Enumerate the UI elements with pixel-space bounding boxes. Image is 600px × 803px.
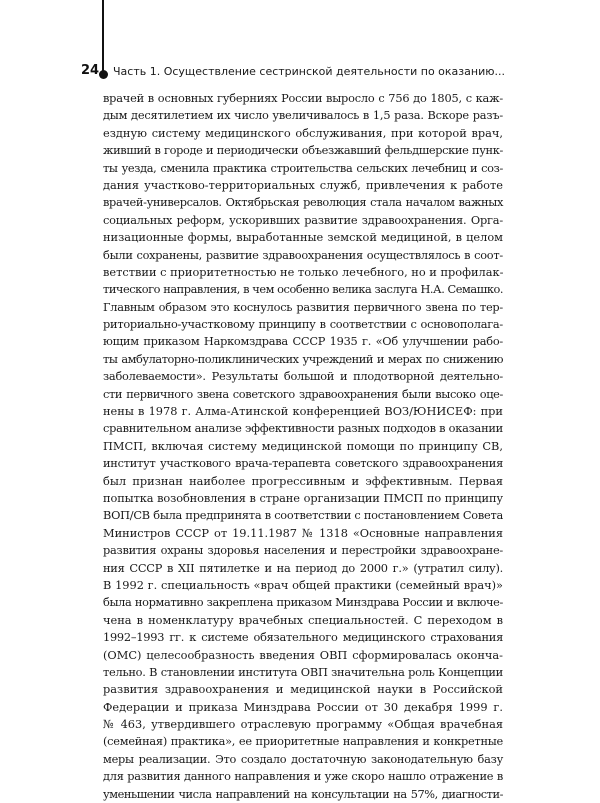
header-vertical-rule <box>102 0 104 73</box>
text-line: для развития данного направления и уже скоро нашло отражение в <box>103 769 503 784</box>
text-line: уменьшении числа направлений на консультации на 57%, диагности- <box>103 786 503 801</box>
text-line: дания участково-территориальных служб, привлечения к работе <box>103 177 503 192</box>
text-line: Министров СССР от 19.11.1987 № 1318 «Основные направления <box>103 525 503 540</box>
text-line: были сохранены, развитие здравоохранения осуществлялось в соот- <box>103 247 503 262</box>
text-line: чена в номенклатуру врачебных специальностей. С переходом в <box>103 612 503 627</box>
text-line: В 1992 г. специальность «врач общей практики (семейный врач)» <box>103 577 503 592</box>
text-line: ездную систему медицинского обслуживания, при которой врач, <box>103 125 503 140</box>
text-line: развития здравоохранения и медицинской науки в Российской <box>103 682 503 697</box>
text-line: врачей в основных губерниях России выросло с 756 до 1805, с каж- <box>103 91 503 105</box>
header-rule-dot <box>99 70 108 79</box>
text-line: институт участкового врача-терапевта советского здравоохранения <box>103 456 503 471</box>
text-line: № 463, утвердившего отраслевую программу «Общая врачебная <box>103 717 503 732</box>
text-line: ВОП/СВ была предпринята в соответствии с постановлением Совета <box>103 508 503 523</box>
text-line: дым десятилетием их число увеличивалось в 1,5 раза. Вскоре разъ- <box>103 108 503 123</box>
text-line: была нормативно закреплена приказом Минздрава России и включе- <box>103 595 503 610</box>
text-line: тельно. В становлении института ОВП значительна роль Концепции <box>103 664 503 679</box>
text-line: был признан наиболее прогрессивным и эффективным. Первая <box>103 473 503 488</box>
text-line: ты амбулаторно-поликлинических учреждений и мерах по снижению <box>103 351 503 366</box>
text-line: развития охраны здоровья населения и перестройки здравоохране- <box>103 543 503 558</box>
page-number: 24 <box>81 63 100 78</box>
text-line: (ОМС) целесообразность введения ОВП сформировалась оконча- <box>103 647 503 662</box>
text-line: ПМСП, включая систему медицинской помощи по принципу СВ, <box>103 438 503 453</box>
text-line: Федерации и приказа Минздрава России от 30 декабря 1999 г. <box>103 699 503 714</box>
text-line: сти первичного звена советского здравоохранения были высоко оце- <box>103 386 503 401</box>
text-line: меры реализации. Это создало достаточную законодательную базу <box>103 751 503 766</box>
text-line: заболеваемости». Результаты большой и плодотворной деятельно- <box>103 369 503 384</box>
text-line: (семейная) практика», ее приоритетные направления и конкретные <box>103 734 503 749</box>
text-line: попытка возобновления в стране организации ПМСП по принципу <box>103 490 503 505</box>
text-line: сравнительном анализе эффективности разных подходов в оказании <box>103 421 503 436</box>
text-line: ния СССР в XII пятилетке и на период до 2000 г.» (утратил силу). <box>103 560 503 575</box>
text-line: 1992–1993 гг. к системе обязательного медицинского страхования <box>103 630 503 645</box>
text-line: низационные формы, выработанные земской медициной, в целом <box>103 230 503 245</box>
body-text <box>103 90 503 803</box>
text-line: врачей-универсалов. Октябрьская революция стала началом важных <box>103 195 503 210</box>
text-line: нены в 1978 г. Алма-Атинской конференцией ВОЗ/ЮНИСЕФ: при <box>103 404 503 419</box>
text-line: ты уезда, сменила практика строительства сельских лечебниц и соз- <box>103 160 503 175</box>
text-line: живший в городе и периодически объезжавший фельдшерские пунк- <box>103 143 503 158</box>
text-line: социальных реформ, ускоривших развитие здравоохранения. Орга- <box>103 212 503 227</box>
text-line: ветствии с приоритетностью не только лечебного, но и профилак- <box>103 264 504 279</box>
text-line: риториально-участковому принципу в соответствии с основополага- <box>103 317 503 332</box>
text-line: Главным образом это коснулось развития первичного звена по тер- <box>103 299 503 314</box>
running-header: Часть 1. Осуществление сестринской деятельности по оказанию... <box>113 65 505 78</box>
text-line: ющим приказом Наркомздрава СССР 1935 г. «Об улучшении рабо- <box>103 334 503 349</box>
text-line: тического направления, в чем особенно велика заслуга Н.А. Семашко. <box>103 282 503 297</box>
